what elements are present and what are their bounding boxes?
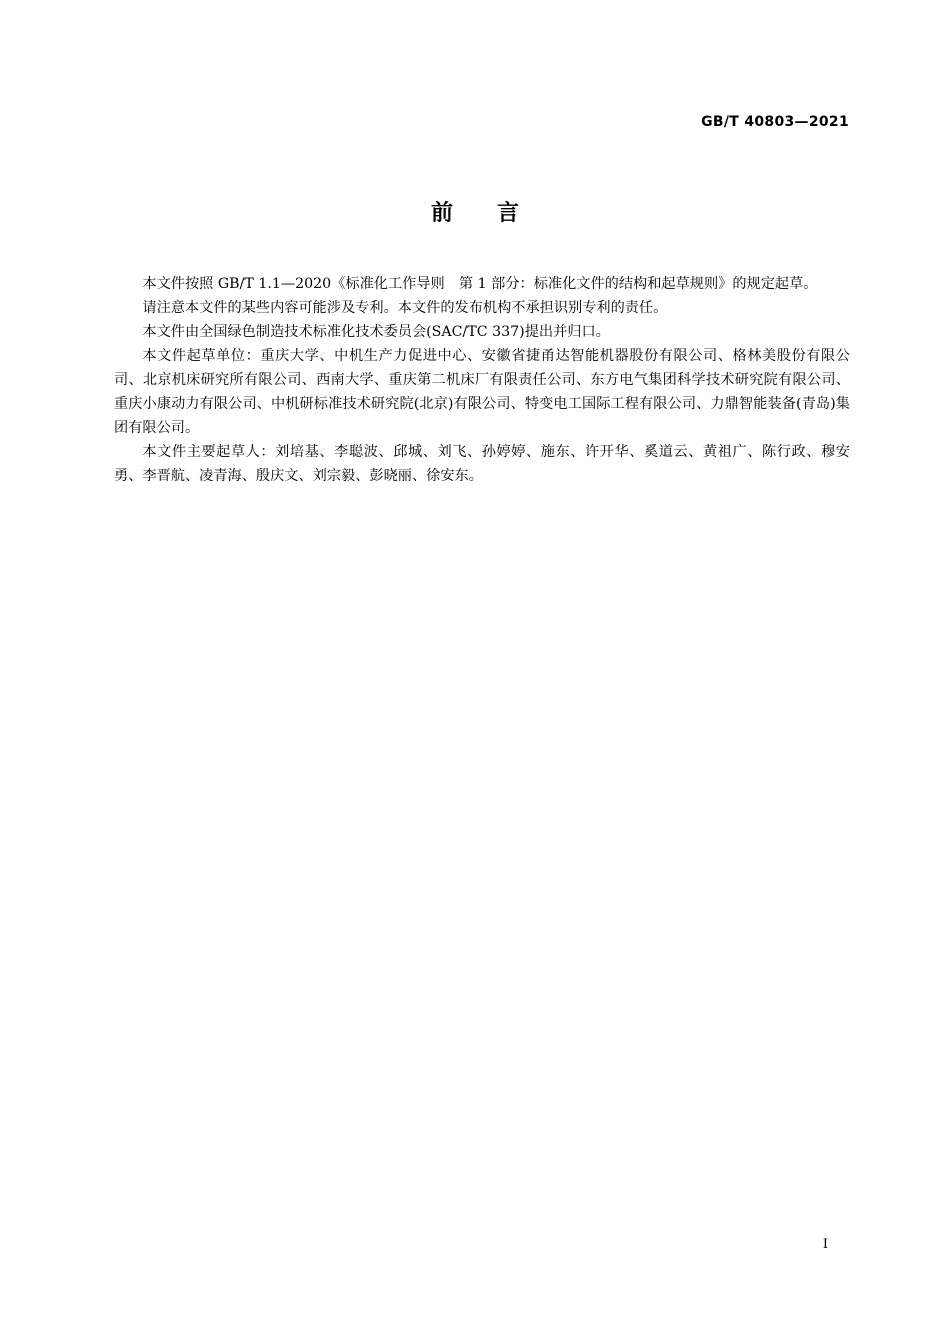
title-char-1: 前: [430, 201, 453, 226]
page-number: Ⅰ: [822, 1237, 828, 1252]
foreword-body: [114, 272, 850, 488]
title-char-2: 言: [497, 201, 520, 226]
paragraph-main-drafters: 本文件主要起草人：刘培基、李聪波、邱城、刘飞、孙婷婷、施东、许开华、奚道云、黄祖广、陈行政、穆安勇、李晋航、凌青海、殷庆文、刘宗毅、彭晓丽、徐安东。: [114, 444, 850, 484]
paragraph-proposer: 本文件由全国绿色制造技术标准化技术委员会(SAC/TC 337)提出并归口。: [142, 324, 610, 340]
paragraph-patent-notice: 请注意本文件的某些内容可能涉及专利。本文件的发布机构不承担识别专利的责任。: [142, 300, 668, 316]
paragraph-drafting-organizations: 本文件起草单位：重庆大学、中机生产力促进中心、安徽省捷甬达智能机器股份有限公司、格林美股份有限公司、北京机床研究所有限公司、西南大学、重庆第二机床厂有限责任公司、东方电气集团科学技术研究院有限公司、重庆小康动力有限公司、中机研标准技术研究院(北京)有限公司、特变电工国际工程有限公司、力鼎智能装备(青岛)集团有限公司。: [114, 348, 850, 436]
standard-number-header: GB/T 40803—2021: [701, 114, 849, 130]
page-title: [0, 196, 950, 227]
paragraph-drafting-rules: 本文件按照 GB/T 1.1—2020《标准化工作导则 第 1 部分：标准化文件的结构和起草规则》的规定起草。: [142, 276, 818, 292]
